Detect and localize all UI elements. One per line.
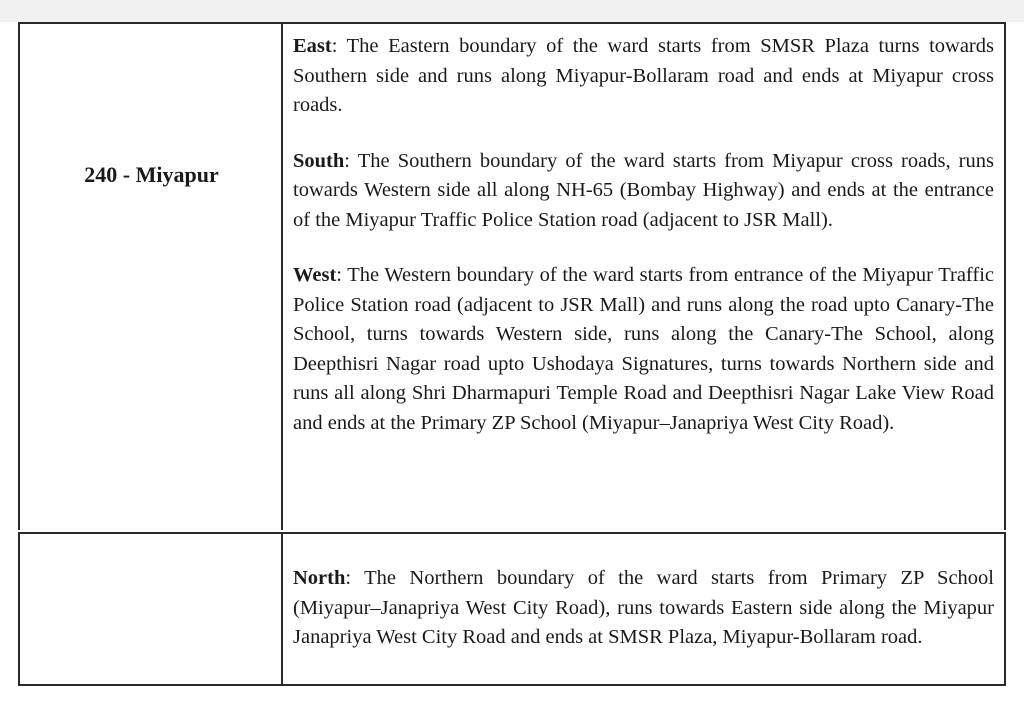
page-top-margin: [0, 0, 1024, 22]
boundary-description-cell: [283, 24, 1004, 530]
ward-boundary-table-part-2: [18, 532, 1006, 686]
east-heading: East: [293, 35, 332, 57]
north-boundary-text: : The Northern boundary of the ward starts from Primary ZP School (Miyapur–Janapriya West City Road), runs towards Eastern side along the Miyapur Janapriya West City Road and ends at SMSR Plaza, Miyapur-Bollaram road.: [293, 567, 994, 648]
west-heading: West: [293, 264, 337, 286]
south-boundary-paragraph: [293, 147, 994, 236]
south-boundary-text: : The Southern boundary of the ward starts from Miyapur cross roads, runs towards Western side all along NH-65 (Bombay Highway) and ends at the entrance of the Miyapur Traffic Police Station road (adjacent to JSR Mall).: [293, 149, 994, 231]
west-boundary-text: : The Western boundary of the ward starts from entrance of the Miyapur Traffic Police Station road (adjacent to JSR Mall) and runs along the road upto Canary-The School, turns towards Western side, runs along the Canary-The School, along Deepthisri Nagar road upto Ushodaya Signatures, turns towards Northern side and runs all along Shri Dharmapuri Temple Road and Deepthisri Nagar Lake View Road and ends at the Primary ZP School (Miyapur–Janapriya West City Road).: [293, 264, 994, 434]
west-boundary-paragraph: [293, 261, 994, 438]
ward-name-cell: [20, 24, 283, 530]
north-boundary-paragraph: [293, 564, 994, 653]
north-heading: North: [293, 567, 346, 589]
east-boundary-paragraph: [293, 32, 994, 121]
ward-name: 240 - Miyapur: [84, 162, 219, 187]
empty-ward-cell: [20, 534, 283, 684]
boundary-description-cell: [283, 534, 1004, 684]
ward-boundary-table-part-1: [18, 22, 1006, 530]
south-heading: South: [293, 149, 345, 172]
east-boundary-text: : The Eastern boundary of the ward starts from SMSR Plaza turns towards Southern side and runs along Miyapur-Bollaram road and ends at Miyapur cross roads.: [293, 35, 994, 116]
